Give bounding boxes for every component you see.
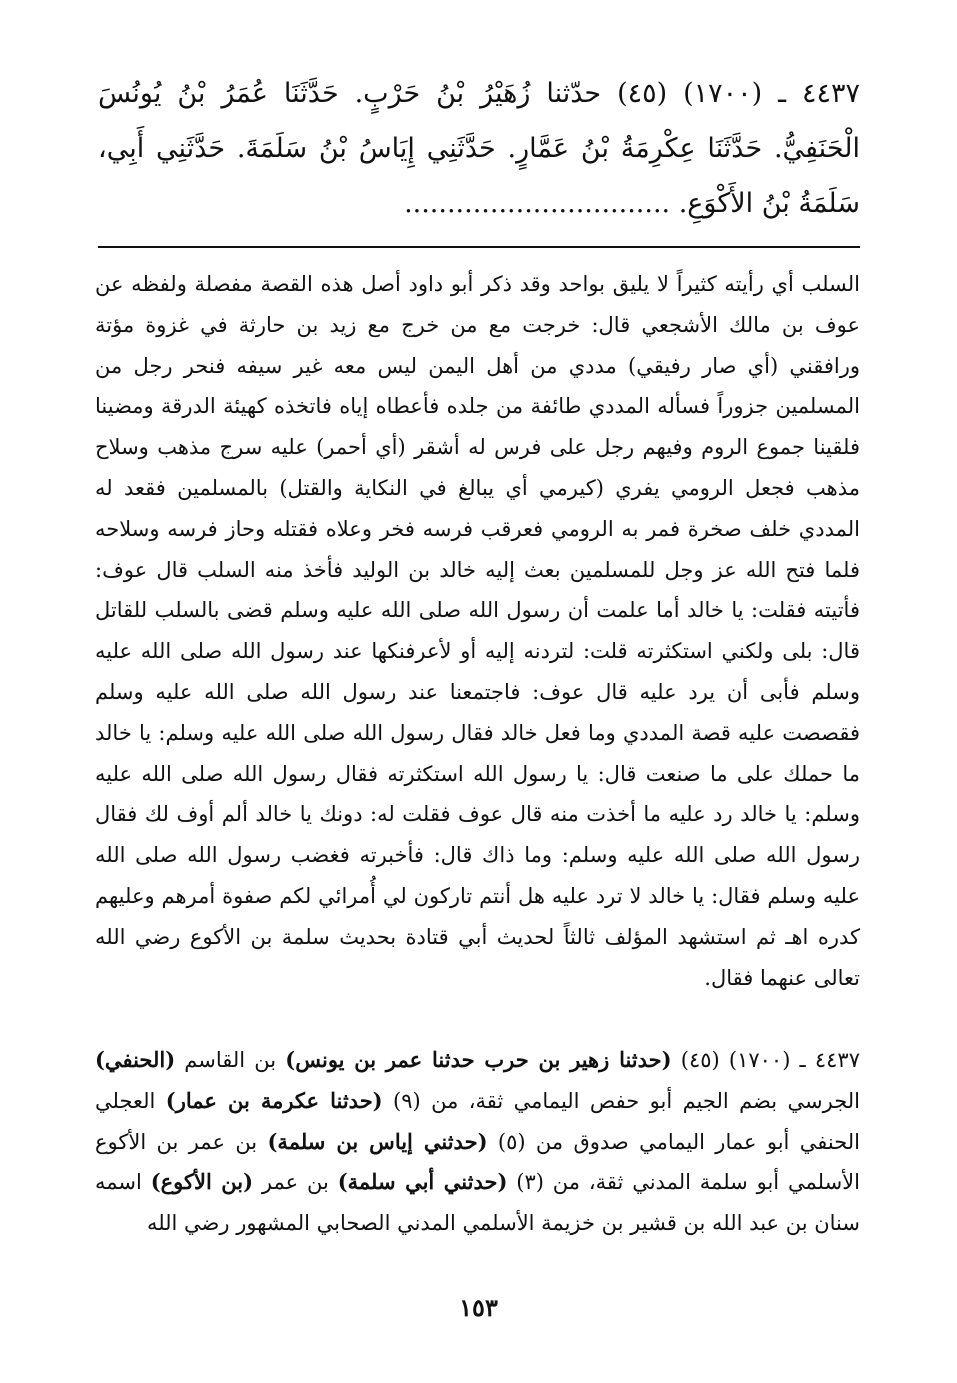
sharh-text: ٤٤٣٧ ـ (١٧٠٠) (٤٥): [671, 1048, 860, 1072]
footnote-commentary: السلب أي رأيته كثيراً لا يليق بواحد وقد ذكر أبو داود أصل هذه القصة مفصلة ولفظه عن عوف بن مالك الأشجعي قال: خرجت مع من خرج مع زيد بن حارثة في غزوة مؤتة ورافقني (أي صار رفيقي) مددي من أهل اليمن ليس معه غير سيفه فنحر رجل من المسلمين جزوراً فسأله المددي طائفة من جلده فأعطاه إياه فاتخذه كهيئة الدرقة ومضينا فلقينا جموع الروم وفيهم رجل على فرس له أشقر (أي أحمر) عليه سرج مذهب وسلاح مذهب فجعل الرومي يفري (كيرمي أي يبالغ في النكاية والقتل) بالمسلمين فقعد له المددي خلف صخرة فمر به الرومي فعرقب فرسه فخر وعلاه فقتله وحاز فرسه وسلاحه فلما فتح الله عز وجل للمسلمين بعث إليه خالد بن الوليد فأخذ منه السلب قال عوف: فأتيته فقلت: يا خالد أما علمت أن رسول الله صلى الله عليه وسلم قضى بالسلب للقاتل قال: بلى ولكني استكثرته قلت: لتردنه إليه أو لأعرفنكها عند رسول الله صلى الله عليه وسلم فأبى أن يرد عليه قال عوف: فاجتمعنا عند رسول الله صلى الله عليه وسلم فقصصت عليه قصة المددي وما فعل خالد فقال رسول الله صلى الله عليه وسلم: يا خالد ما حملك على ما صنعت قال: يا رسول الله استكثرته فقال رسول الله صلى الله عليه وسلم: يا خالد رد عليه ما أخذت منه قال عوف فقلت له: دونك يا خالد ألم أوف لك فقال رسول الله صلى الله عليه وسلم: وما ذاك قال: فأخبرته فغضب رسول الله صلى الله عليه وسلم فقال: يا خالد لا ترد عليه هل أنتم تاركون لي أُمرائي لكم صفوة أمرهم وعليهم كدره اهـ ثم استشهد المؤلف ثالثاً لحديث أبي قتادة بحديث سلمة بن الأكوع رضي الله تعالى عنهما فقال.: [95, 272, 860, 990]
sharh-narrator-bold: (الحنفي): [95, 1047, 176, 1072]
sharh-text: العجلي الحنفي أبو عمار اليمامي صدوق من (٥): [95, 1088, 860, 1154]
sharh-commentary: [95, 1040, 860, 1244]
sharh-narrator-bold: (حدثني أبي سلمة): [337, 1169, 508, 1195]
sharh-narrator-bold: (بن الأكوع): [150, 1169, 254, 1195]
sharh-narrator-bold: (حدثنا زهير بن حرب حدثنا عمر بن يونس): [285, 1047, 672, 1072]
sharh-narrator-bold: (حدثنا عكرمة بن عمار): [165, 1087, 383, 1113]
footnote-divider: [98, 246, 860, 248]
continuation-dots: ...............................: [404, 188, 671, 219]
sharh-text: بن عمر بن الأكوع الأسلمي أبو سلمة المدني ثقة، من (٣): [95, 1129, 860, 1195]
sharh-narrator-bold: (حدثني إياس بن سلمة): [267, 1128, 488, 1154]
sharh-text: الجرسي بضم الجيم أبو حفص اليمامي ثقة، من (٩): [382, 1088, 860, 1113]
hadith-isnad: حدّثنا زُهَيْرُ بْنُ حَرْبٍ. حَدَّثَنَا عُمَرُ بْنُ يُونُسَ الْحَنَفِيُّ. حَدَّثَنَا عِكْرِمَةُ بْنُ عَمَّارٍ. حَدَّثَنِي إِيَاسُ بْنُ سَلَمَةَ. حَدَّثَنِي أَبِي، سَلَمَةُ بْنُ الأَكْوَعِ.: [98, 78, 860, 219]
sharh-text: اسمه سنان بن عبد الله بن قشير بن خزيمة الأسلمي المدني الصحابي المشهور رضي الله: [95, 1170, 860, 1236]
page-number: ١٥٣: [459, 1293, 498, 1322]
sharh-text: بن القاسم: [175, 1048, 286, 1072]
hadith-number: ٤٤٣٧ ـ (١٧٠٠) (٤٥): [617, 78, 860, 109]
sharh-text: بن عمر: [253, 1170, 338, 1195]
hadith-text: [98, 66, 860, 231]
